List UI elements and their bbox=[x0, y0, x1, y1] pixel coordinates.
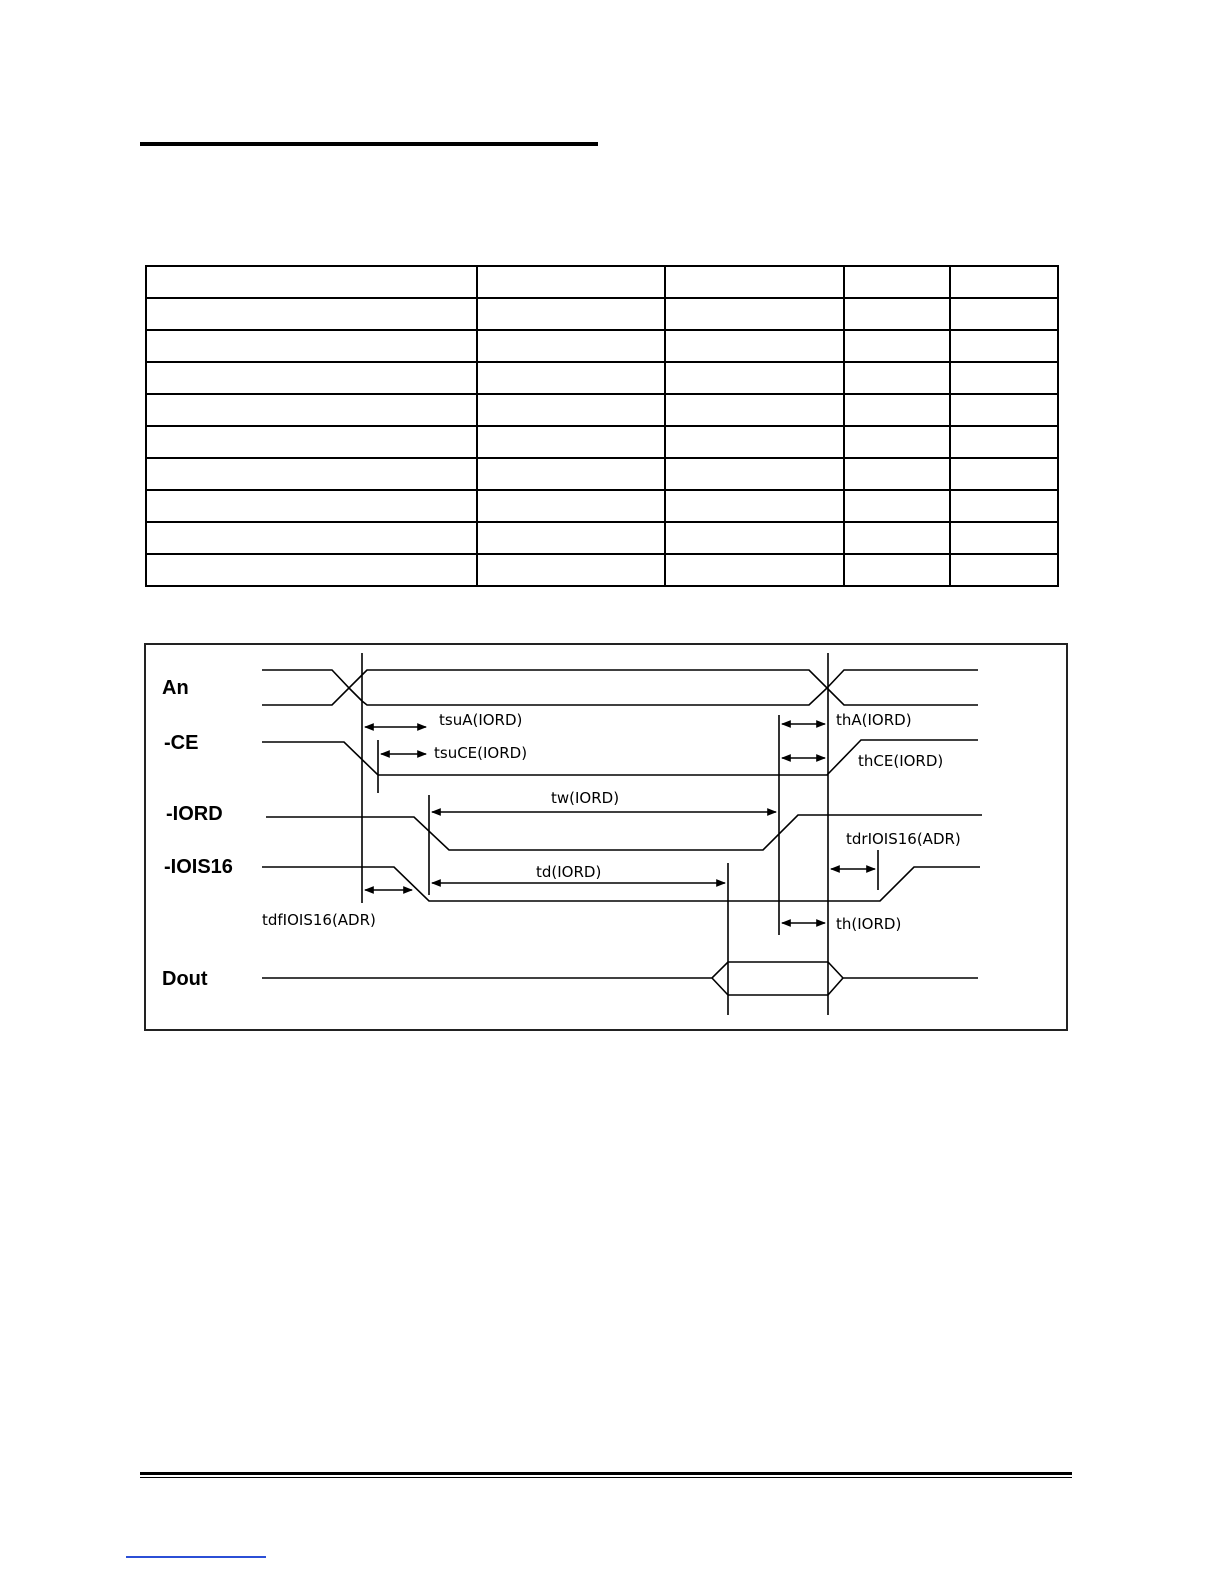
table-cell bbox=[950, 458, 1058, 490]
label-tsuCE: tsuCE(IORD) bbox=[434, 744, 528, 762]
table-cell bbox=[665, 522, 844, 554]
table-cell bbox=[477, 330, 665, 362]
table-cell bbox=[146, 490, 477, 522]
an-waveform bbox=[262, 670, 978, 705]
table-cell bbox=[844, 522, 950, 554]
read-timing-diagram bbox=[144, 643, 1068, 1031]
table-row bbox=[146, 330, 1058, 362]
table-cell bbox=[665, 298, 844, 330]
table-row bbox=[146, 362, 1058, 394]
label-tdf: tdfIOIS16(ADR) bbox=[262, 911, 376, 929]
table-cell bbox=[844, 554, 950, 586]
table-row bbox=[146, 554, 1058, 586]
dout-waveform bbox=[262, 962, 978, 995]
footer-link-underline[interactable] bbox=[126, 1556, 266, 1558]
table-row bbox=[146, 458, 1058, 490]
table-cell bbox=[146, 554, 477, 586]
table-cell bbox=[950, 266, 1058, 298]
table-cell bbox=[950, 522, 1058, 554]
timing-diagram-svg bbox=[146, 645, 1070, 1033]
table-cell bbox=[950, 554, 1058, 586]
table-cell bbox=[665, 458, 844, 490]
table-cell bbox=[844, 490, 950, 522]
table-row bbox=[146, 298, 1058, 330]
table-cell bbox=[950, 298, 1058, 330]
table-cell bbox=[665, 426, 844, 458]
table-cell bbox=[950, 490, 1058, 522]
table-cell bbox=[477, 458, 665, 490]
table-cell bbox=[950, 426, 1058, 458]
table-cell bbox=[146, 426, 477, 458]
timing-parameter-table bbox=[145, 265, 1059, 587]
table-cell bbox=[146, 298, 477, 330]
table-row bbox=[146, 490, 1058, 522]
table-cell bbox=[665, 554, 844, 586]
table-cell bbox=[844, 298, 950, 330]
table-cell bbox=[146, 330, 477, 362]
table-row bbox=[146, 394, 1058, 426]
table-cell bbox=[146, 458, 477, 490]
label-tdr: tdrIOIS16(ADR) bbox=[846, 830, 961, 848]
table-cell bbox=[844, 394, 950, 426]
table-cell bbox=[665, 362, 844, 394]
table-cell bbox=[665, 394, 844, 426]
table-cell bbox=[146, 362, 477, 394]
signal-label-dout: Dout bbox=[162, 968, 208, 990]
table-cell bbox=[477, 426, 665, 458]
table-cell bbox=[950, 330, 1058, 362]
table-cell bbox=[950, 362, 1058, 394]
table-cell bbox=[146, 394, 477, 426]
section-heading-rule bbox=[140, 142, 598, 146]
table-cell bbox=[665, 266, 844, 298]
label-td: td(IORD) bbox=[536, 863, 602, 881]
table-cell bbox=[146, 522, 477, 554]
table-cell bbox=[477, 394, 665, 426]
table-cell bbox=[844, 458, 950, 490]
table-cell bbox=[844, 426, 950, 458]
table-cell bbox=[844, 362, 950, 394]
label-tw: tw(IORD) bbox=[551, 789, 620, 807]
signal-label-iord: -IORD bbox=[166, 803, 223, 825]
label-thA: thA(IORD) bbox=[836, 711, 912, 729]
footer-rule-thin bbox=[140, 1477, 1072, 1478]
label-tsuA: tsuA(IORD) bbox=[439, 711, 523, 729]
table-cell bbox=[477, 554, 665, 586]
table-cell bbox=[950, 394, 1058, 426]
table-row bbox=[146, 522, 1058, 554]
table-cell bbox=[146, 266, 477, 298]
table-cell bbox=[477, 266, 665, 298]
label-thCE: thCE(IORD) bbox=[858, 752, 944, 770]
table-cell bbox=[844, 266, 950, 298]
table-cell bbox=[665, 330, 844, 362]
signal-label-ce: -CE bbox=[164, 732, 199, 754]
iois16-waveform bbox=[262, 867, 980, 901]
table-cell bbox=[665, 490, 844, 522]
table-cell bbox=[477, 490, 665, 522]
table-cell bbox=[477, 522, 665, 554]
signal-label-an: An bbox=[162, 677, 189, 699]
table-cell bbox=[477, 298, 665, 330]
table-cell bbox=[477, 362, 665, 394]
label-th: th(IORD) bbox=[836, 915, 902, 933]
footer-rule bbox=[140, 1472, 1072, 1475]
table-row bbox=[146, 266, 1058, 298]
signal-label-iois16: -IOIS16 bbox=[164, 856, 233, 878]
table-cell bbox=[844, 330, 950, 362]
table-row bbox=[146, 426, 1058, 458]
